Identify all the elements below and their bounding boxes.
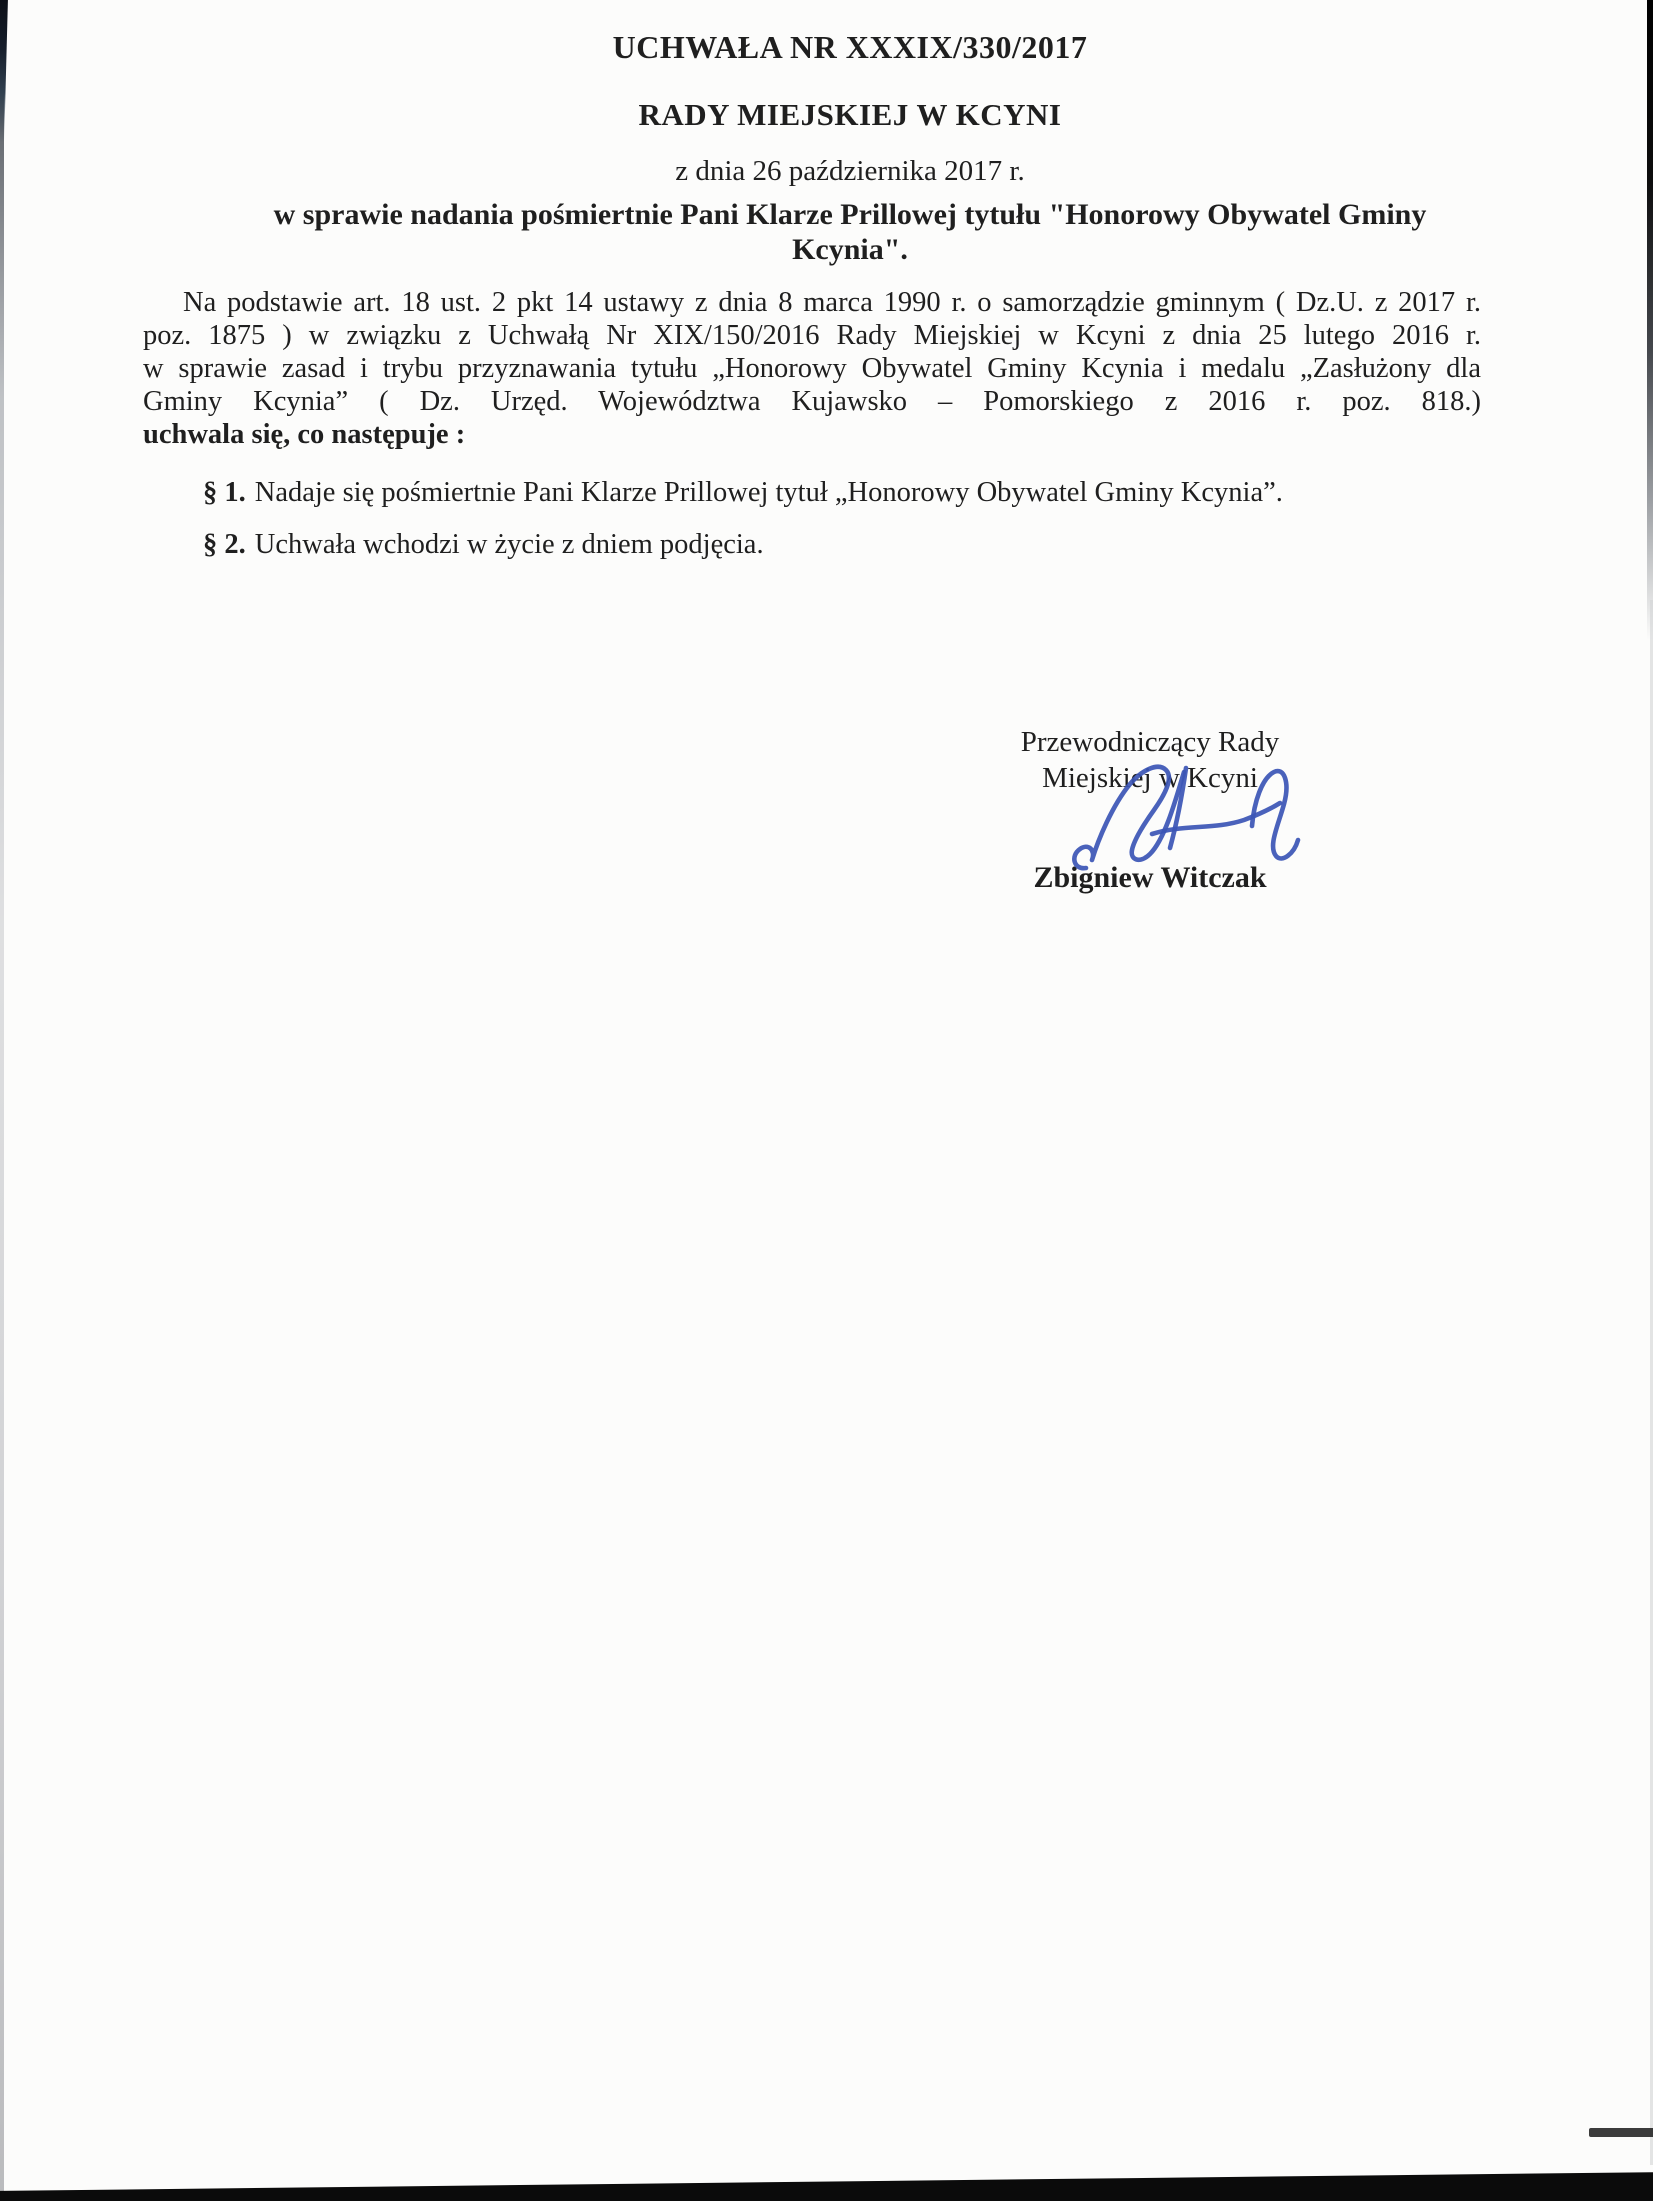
preamble-line: Gminy Kcynia” ( Dz. Urzęd. Województwa Kujawsko – Pomorskiego z 2016 r. poz. 818.) [143,386,1481,417]
resolution-number-title: UCHWAŁA NR XXXIX/330/2017 [612,29,1088,65]
section-2 [143,528,1481,561]
section-1-text: Nadaje się pośmiertnie Pani Klarze Prillowej tytuł „Honorowy Obywatel Gminy Kcynia”. [254,477,1283,508]
signature-block [930,724,1370,896]
preamble-line: Na podstawie art. 18 ust. 2 pkt 14 ustawy z dnia 8 marca 1990 r. o samorządzie gminnym ( Dz.U. z 2017 r. [183,287,1481,318]
scan-artifact-left-edge [0,0,4,2201]
section-2-number: § 2. [203,529,246,560]
scan-artifact-right-mark [1589,2128,1653,2137]
scan-artifact-top-left-mark [0,0,11,142]
section-1 [143,476,1481,509]
enacting-clause: uchwala się, co następuje : [143,419,466,450]
issuing-authority-line: RADY MIEJSKIEJ W KCYNI [638,97,1062,132]
section-2-text: Uchwała wchodzi w życie z dniem podjęcia. [254,529,764,560]
legal-basis-paragraph [143,286,1481,451]
section-1-number: § 1. [203,477,246,508]
signatory-role-line-1: Przewodniczący Rady [1020,726,1280,758]
preamble-line: w sprawie zasad i trybu przyznawania tytułu „Honorowy Obywatel Gminy Kcynia i medalu „Zasłużony dla [143,353,1481,384]
subject-line-2: Kcynia". [792,233,908,266]
resolution-subject [47,197,1653,267]
scan-artifact-bottom-band [0,2165,1653,2201]
scan-artifact-right-edge [1647,0,1653,640]
subject-line-1: w sprawie nadania pośmiertnie Pani Klarze Prillowej tytułu "Honorowy Obywatel Gminy [273,198,1427,231]
preamble-line: poz. 1875 ) w związku z Uchwałą Nr XIX/150/2016 Rady Miejskiej w Kcyni z dnia 25 lutego 2016 r. [143,320,1481,351]
signatory-name: Zbigniew Witczak [1033,861,1267,894]
resolution-date-line: z dnia 26 października 2017 r. [675,155,1025,187]
signatory-role-line-2: Miejskiej w Kcyni [1042,762,1258,794]
